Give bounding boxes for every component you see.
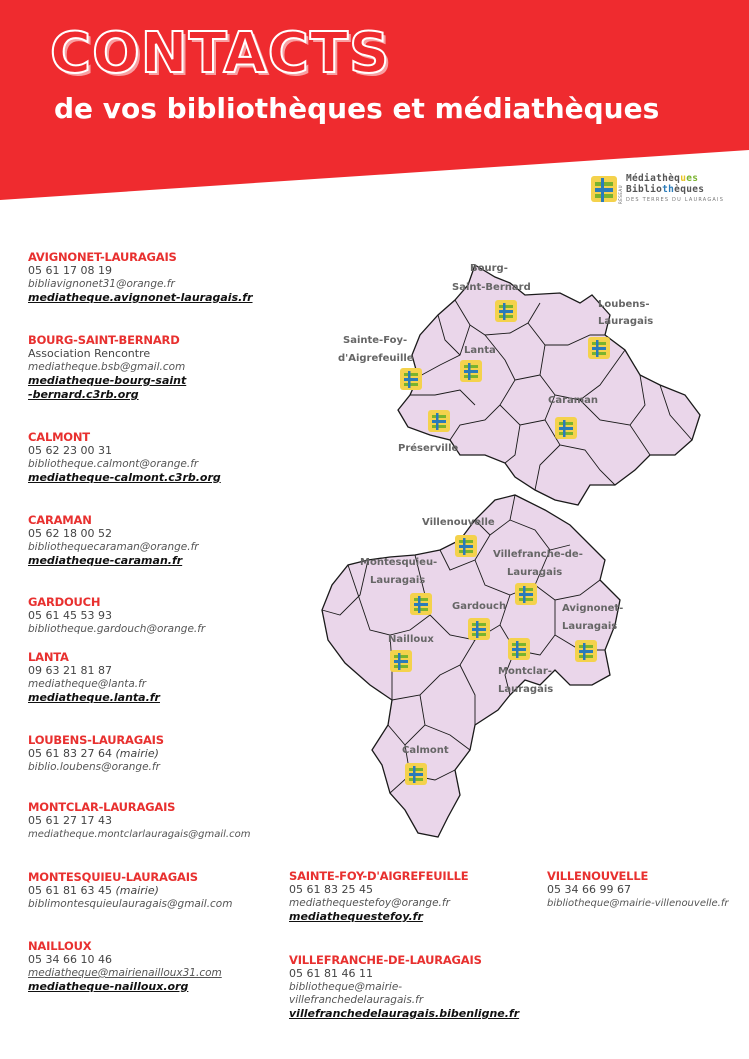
library-name: BOURG-SAINT-BERNARD <box>28 333 180 347</box>
library-marker-icon <box>460 360 482 382</box>
map-label-montesquieu-b: Lauragais <box>370 575 426 586</box>
library-website[interactable]: mediatheque.lanta.fr <box>28 691 160 704</box>
library-marker-icon <box>400 368 422 390</box>
library-marker-icon <box>410 593 432 615</box>
library-phone: 05 61 83 27 64 (mairie) <box>28 747 159 760</box>
library-marker-icon <box>495 300 517 322</box>
map-label-gardouch: Gardouch <box>452 601 507 612</box>
map-label-sainte-foy-b: d'Aigrefeuille <box>338 353 414 364</box>
library-marker-icon <box>405 763 427 785</box>
library-email[interactable]: bibliotheque@mairie-villenouvelle.fr <box>547 898 729 909</box>
map-label-loubens-b: Lauragais <box>598 316 654 327</box>
map-label-loubens-a: Loubens- <box>598 299 650 310</box>
page-subtitle: de vos bibliothèques et médiathèques <box>54 92 660 125</box>
map-label-montesquieu-a: Montesquieu- <box>360 557 438 568</box>
library-email[interactable]: mediatheque.bsb@gmail.com <box>28 361 186 373</box>
map-label-lanta: Lanta <box>464 345 496 356</box>
map-label-caraman: Caraman <box>548 395 599 406</box>
library-marker-icon <box>515 583 537 605</box>
library-email[interactable]: bibliotheque.calmont@orange.fr <box>28 458 199 470</box>
library-marker-icon <box>555 417 577 439</box>
library-entry-avignonet <box>28 250 288 305</box>
library-name: NAILLOUX <box>28 939 92 953</box>
library-marker-icon <box>508 638 530 660</box>
library-marker-icon <box>428 410 450 432</box>
logo-line-terres: DES TERRES DU LAURAGAIS <box>626 197 725 203</box>
library-entry-gardouch <box>28 595 288 636</box>
library-website[interactable]: mediatheque-nailloux.org <box>28 980 189 993</box>
map-label-calmont: Calmont <box>402 745 449 756</box>
logo-line-bibliotheques: Bibliothèques <box>626 184 705 195</box>
map-label-montclar-a: Montclar- <box>498 666 552 677</box>
library-name: GARDOUCH <box>28 595 101 609</box>
library-phone: 05 62 18 00 52 <box>28 527 112 540</box>
map-label-montclar-b: Lauragais <box>498 684 554 695</box>
library-email[interactable]: bibliothequecaraman@orange.fr <box>28 541 199 553</box>
library-website[interactable]: mediatheque-caraman.fr <box>28 554 183 567</box>
library-name: LOUBENS-LAURAGAIS <box>28 733 164 747</box>
library-phone: 05 61 45 53 93 <box>28 609 112 622</box>
map-label-villefranche-a: Villefranche-de- <box>493 549 583 560</box>
library-phone: 09 63 21 81 87 <box>28 664 112 677</box>
map-label-avignonet-b: Lauragais <box>562 621 618 632</box>
map-label-avignonet-a: Avignonet- <box>562 603 624 614</box>
library-marker-icon <box>575 640 597 662</box>
library-email[interactable]: biblimontesquieulauragais@gmail.com <box>28 898 233 910</box>
page-title: CONTACTS <box>50 21 391 86</box>
library-website[interactable]: mediatheque-bourg-saint-bernard.c3rb.org <box>28 374 187 401</box>
library-email[interactable]: bibliotheque@mairie- <box>289 981 403 993</box>
library-website[interactable]: villefranchedelauragais.bibenligne.fr <box>289 1007 520 1020</box>
library-name: VILLENOUVELLE <box>547 869 649 883</box>
library-entry-sainte-foy <box>289 869 549 924</box>
library-phone: 05 34 66 99 67 <box>547 883 631 896</box>
library-name: CALMONT <box>28 430 90 444</box>
library-email[interactable]: mediathequestefoy@orange.fr <box>289 897 450 909</box>
library-website[interactable]: mediathequestefoy.fr <box>289 910 423 923</box>
library-name: SAINTE-FOY-D'AIGREFEUILLE <box>289 869 469 883</box>
map-label-sainte-foy-a: Sainte-Foy- <box>343 335 408 346</box>
library-phone: 05 61 81 46 11 <box>289 967 373 980</box>
logo-line-mediatheques: Médiathèques <box>626 173 699 184</box>
book-logo-icon <box>590 174 618 204</box>
library-phone: 05 61 83 25 45 <box>289 883 373 896</box>
library-marker-icon <box>455 535 477 557</box>
library-entry-lanta <box>28 650 288 705</box>
library-entry-bourg-saint-bernard <box>28 333 198 402</box>
library-email[interactable]: mediatheque.montclarlauragais@gmail.com <box>28 829 251 840</box>
logo-vertical-text: RÉSEAU <box>618 184 623 204</box>
library-phone: 05 61 81 63 45 (mairie) <box>28 884 159 897</box>
map-label-villenouvelle: Villenouvelle <box>422 517 495 528</box>
library-phone: 05 61 27 17 43 <box>28 814 112 827</box>
library-email[interactable]: mediatheque@lanta.fr <box>28 678 147 690</box>
library-website[interactable]: mediatheque.avignonet-lauragais.fr <box>28 291 253 304</box>
library-entry-caraman <box>28 513 288 568</box>
library-marker-icon <box>468 618 490 640</box>
library-email[interactable]: bibliavignonet31@orange.fr <box>28 278 175 290</box>
library-name: AVIGNONET-LAURAGAIS <box>28 250 177 264</box>
map-label-villefranche-b: Lauragais <box>507 567 563 578</box>
library-entry-montesquieu <box>28 870 288 911</box>
map-label-bourg-b: Saint-Bernard <box>452 282 531 293</box>
library-phone: 05 62 23 00 31 <box>28 444 112 457</box>
library-name: MONTESQUIEU-LAURAGAIS <box>28 870 198 884</box>
library-name: CARAMAN <box>28 513 92 527</box>
library-email[interactable]: biblio.loubens@orange.fr <box>28 761 160 773</box>
map-label-nailloux: Nailloux <box>388 634 434 645</box>
library-email[interactable]: bibliotheque.gardouch@orange.fr <box>28 623 206 635</box>
library-marker-icon <box>390 650 412 672</box>
library-email[interactable]: mediatheque@mairienailloux31.com <box>28 967 222 979</box>
library-entry-loubens <box>28 733 288 774</box>
library-name: LANTA <box>28 650 69 664</box>
library-phone: 05 34 66 10 46 <box>28 953 112 966</box>
library-name: VILLEFRANCHE-DE-LAURAGAIS <box>289 953 482 967</box>
library-phone: 05 61 17 08 19 <box>28 264 112 277</box>
library-entry-villenouvelle <box>547 869 737 910</box>
library-entry-villefranche <box>289 953 549 1021</box>
library-association: Association Rencontre <box>28 347 151 360</box>
library-name: MONTCLAR-LAURAGAIS <box>28 800 176 814</box>
library-entry-montclar <box>28 800 288 841</box>
library-marker-icon <box>588 337 610 359</box>
library-email-continued[interactable]: villefranchedelauragais.fr <box>289 994 424 1006</box>
network-logo <box>590 170 730 208</box>
library-website[interactable]: mediatheque-calmont.c3rb.org <box>28 471 221 484</box>
library-entry-calmont <box>28 430 288 485</box>
territory-map <box>300 255 720 845</box>
map-label-bourg-a: Bourg- <box>470 263 508 274</box>
library-entry-nailloux <box>28 939 288 994</box>
map-label-preserville: Préserville <box>398 443 459 454</box>
